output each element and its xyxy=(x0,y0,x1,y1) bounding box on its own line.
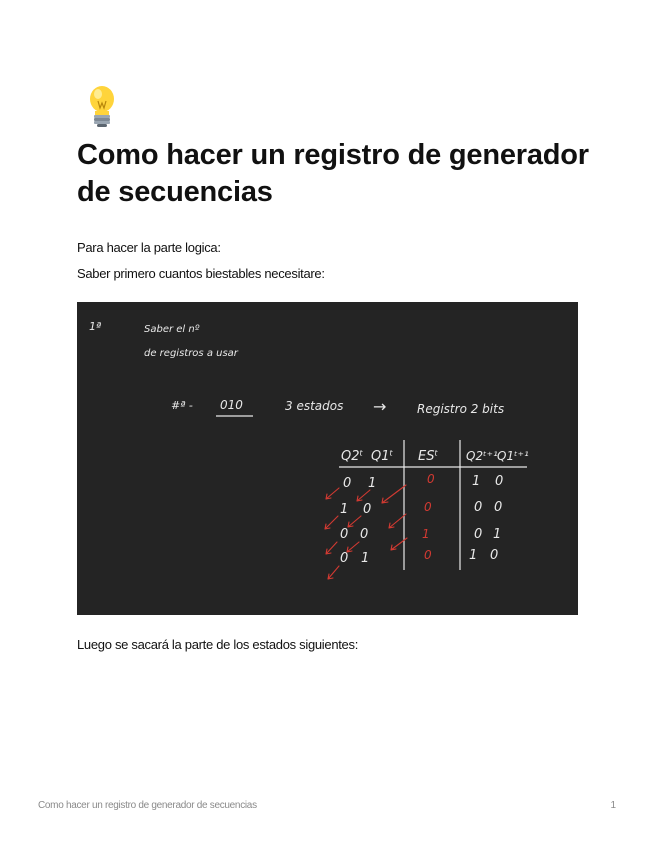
svg-text:0: 0 xyxy=(340,551,349,566)
table-row xyxy=(343,472,503,491)
svg-text:1: 1 xyxy=(472,474,481,489)
result-text: Registro 2 bits xyxy=(417,402,505,416)
svg-text:0: 0 xyxy=(490,548,499,563)
table-row xyxy=(340,527,501,542)
svg-text:0: 0 xyxy=(427,472,435,486)
svg-text:1: 1 xyxy=(422,527,430,541)
sequence-prefix: #ª - xyxy=(171,399,193,412)
result-arrow: → xyxy=(373,397,387,416)
table-header: ESᵗ xyxy=(418,449,439,464)
svg-text:0: 0 xyxy=(340,527,349,542)
svg-text:0: 0 xyxy=(495,474,504,489)
svg-text:0: 0 xyxy=(424,548,432,562)
table-header: Q2ᵗ⁺¹ xyxy=(466,449,498,463)
svg-text:0: 0 xyxy=(360,527,369,542)
table-header: Q2ᵗ xyxy=(341,449,364,464)
paragraph: Saber primero cuantos biestables necesitare: xyxy=(77,266,325,281)
footer-title: Como hacer un registro de generador de secuencias xyxy=(38,800,257,811)
svg-text:1: 1 xyxy=(368,476,377,491)
table-row xyxy=(340,500,502,517)
page-number: 1 xyxy=(610,800,616,811)
step-label: 1ª xyxy=(89,320,102,333)
svg-text:0: 0 xyxy=(474,527,483,542)
blackboard-drawing xyxy=(77,302,578,615)
blackboard-image xyxy=(77,302,578,615)
sequence-value: 010 xyxy=(220,398,243,412)
svg-text:0: 0 xyxy=(363,502,372,517)
table-header: Q1ᵗ⁺¹ xyxy=(497,449,529,463)
note-line-2: de registros a usar xyxy=(144,348,238,359)
note-line-1: Saber el nº xyxy=(144,324,200,335)
svg-text:0: 0 xyxy=(474,500,483,515)
paragraph: Para hacer la parte logica: xyxy=(77,240,221,255)
svg-text:0: 0 xyxy=(343,476,352,491)
svg-text:1: 1 xyxy=(340,502,349,517)
svg-text:1: 1 xyxy=(361,551,370,566)
paragraph: Luego se sacará la parte de los estados siguientes: xyxy=(77,637,359,652)
svg-text:1: 1 xyxy=(469,548,478,563)
svg-text:0: 0 xyxy=(424,500,432,514)
page-title: Como hacer un registro de generador de secuencias xyxy=(77,139,589,208)
states-count: 3 estados xyxy=(285,399,344,413)
table-row xyxy=(340,548,498,566)
light-bulb-icon xyxy=(84,84,120,130)
svg-text:1: 1 xyxy=(493,527,502,542)
table-header: Q1ᵗ xyxy=(371,449,394,464)
svg-text:0: 0 xyxy=(494,500,503,515)
